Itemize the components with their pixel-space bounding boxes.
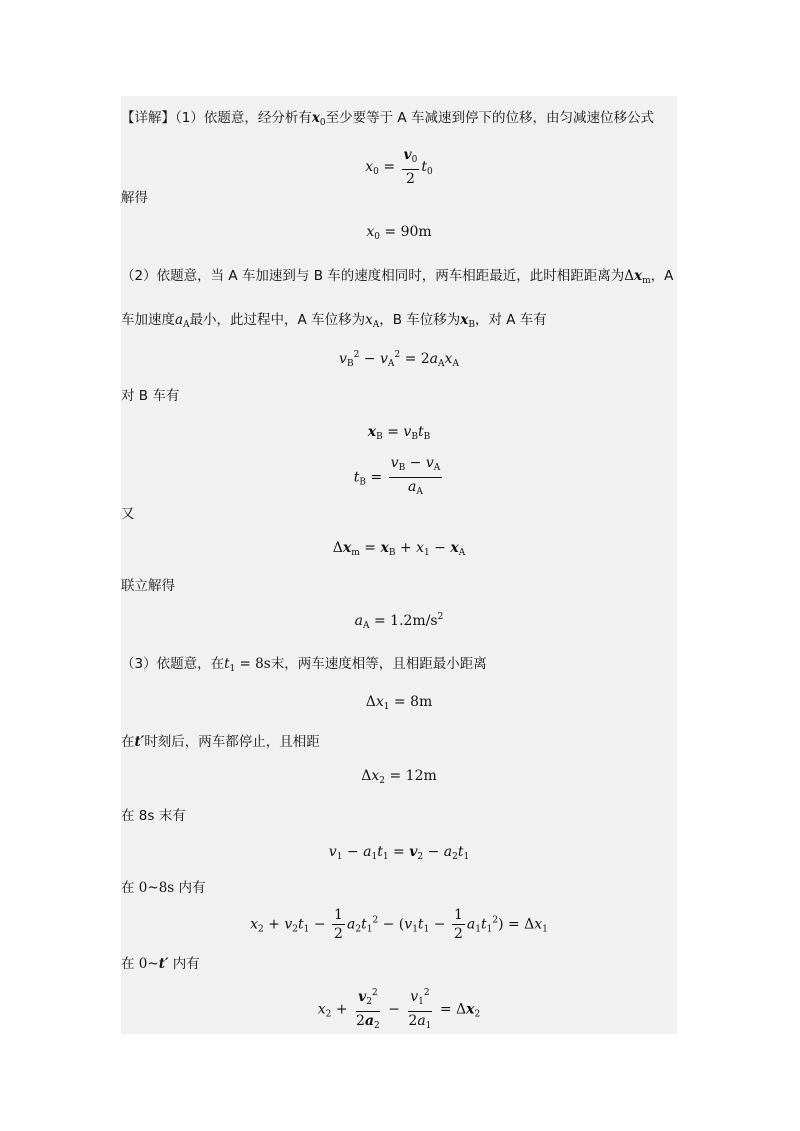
part2-line-2: 车加速度$a_A$最小，此过程中，A 车位移为$x_A$，B 车位移为$x_B$，对 A 车有 xyxy=(121,312,547,330)
equation-dx2: $\Delta x_2 = 12m$ xyxy=(361,768,437,786)
equation-equal-velocity: $v_1 - a_1t_1 = v_2 - a_2t_1$ xyxy=(328,844,470,862)
label-jiede-1: 解得 xyxy=(121,190,148,206)
equation-dx1: $\Delta x_1 = 8m$ xyxy=(365,694,433,712)
equation-tB: $t_B$ = $\frac{v_B - v_A}{a_A}$ xyxy=(353,455,441,497)
equation-x0-value: $x_0 = 90m$ xyxy=(366,224,432,242)
label-lianli: 联立解得 xyxy=(121,578,175,594)
equation-aA-value: $a_A = 1.2m/s^2$ xyxy=(354,612,444,631)
equation-xB: $x_B = v_Bt_B$ xyxy=(367,424,431,442)
part3-line: （3）依题意，在$t_1 = 8s$末，两车速度相等，且相距最小距离 xyxy=(121,656,487,674)
label-dui-b: 对 B 车有 xyxy=(121,388,180,404)
equation-delta-xm: $\Delta x_m = x_B + x_1 - x_A$ xyxy=(332,540,466,558)
equation-velocity-squared: $v_B^2 - v_A^2 = 2a_Ax_A$ xyxy=(339,350,459,369)
part1-line: 【详解】（1）依题意，经分析有$x_0$至少要等于 A 车减速到停下的位移，由匀减速位移公式 xyxy=(121,110,654,128)
tprime-line: 在t′时刻后，两车都停止，且相距 xyxy=(121,734,320,750)
range-0-8s-line: 在 0~8s 内有 xyxy=(121,880,206,896)
label-8s: 在 8s 末有 xyxy=(121,808,186,824)
range-0-tprime-line: 在 0~t′ 内有 xyxy=(121,956,200,972)
equation-displacement-0-8s: $x_2 + v_2t_1$ − $\frac{1}{2}$ $a_2t_1^2 - (v_1t_1$ − $\frac{1}{2}$ $a_1t_1^2) = \Delta x_1$ xyxy=(250,907,548,942)
part2-line-1: （2）依题意，当 A 车加速到与 B 车的速度相同时，两车相距最近，此时相距距离为$\Delta x_m$，A xyxy=(121,268,674,286)
label-you: 又 xyxy=(121,506,135,522)
equation-displacement-0-tprime: $x_2$ + $\frac{v_2^2}{2a_2}$ − $\frac{v_1^2}{2a_1}$ = $\Delta x_2$ xyxy=(121,984,677,1035)
equation-x0-formula: $x_0$ = $\frac{v_0}{2}$ $t_0$ xyxy=(365,147,433,187)
